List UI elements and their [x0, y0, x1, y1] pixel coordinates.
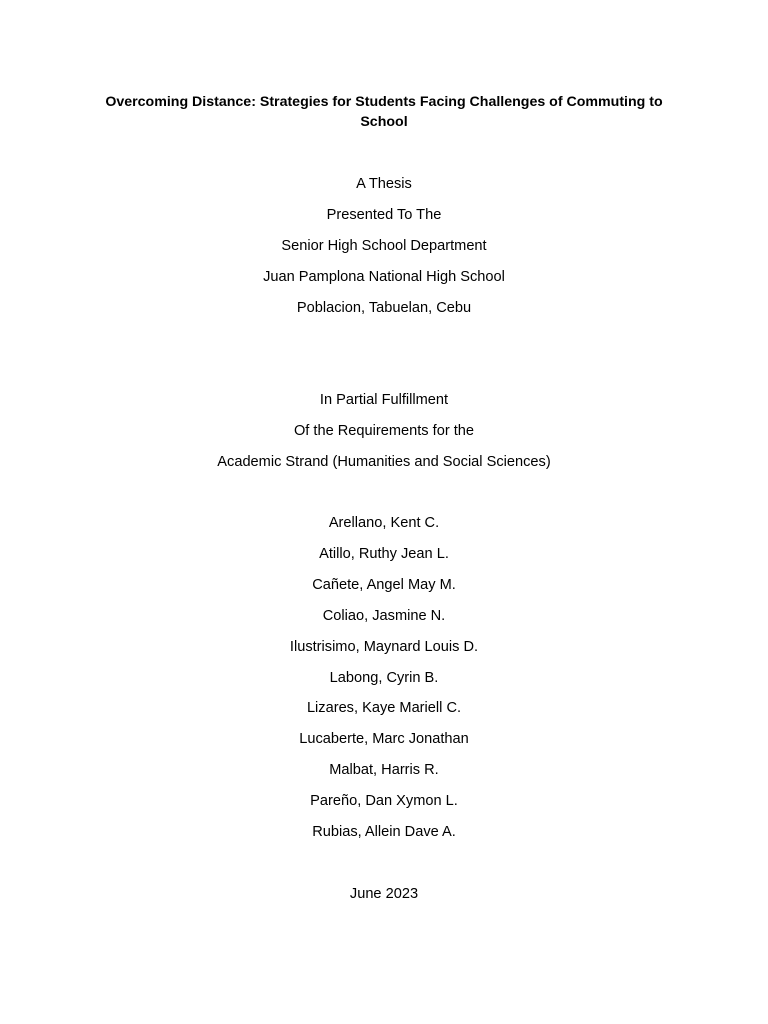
author-name: Arellano, Kent C.	[328, 515, 440, 531]
author-name: Cañete, Angel May M.	[312, 577, 456, 593]
author-name: Coliao, Jasmine N.	[322, 608, 446, 624]
author-name: Atillo, Ruthy Jean L.	[319, 546, 449, 562]
strand-line: Academic Strand (Humanities and Social Sciences)	[217, 454, 551, 470]
school-name: Juan Pamplona National High School	[263, 269, 505, 285]
author-name: Rubias, Allein Dave A.	[312, 824, 456, 840]
thesis-title: Overcoming Distance: Strategies for Students Facing Challenges of Commuting to School	[105, 94, 663, 130]
thesis-label: A Thesis	[356, 176, 412, 192]
author-name: Labong, Cyrin B.	[329, 670, 439, 686]
author-name: Malbat, Harris R.	[329, 762, 439, 778]
presented-to: Presented To The	[326, 207, 442, 223]
author-name: Lucaberte, Marc Jonathan	[299, 731, 469, 747]
author-name: Ilustrisimo, Maynard Louis D.	[289, 639, 479, 655]
fulfillment-line: In Partial Fulfillment	[319, 392, 449, 408]
author-name: Pareño, Dan Xymon L.	[310, 793, 458, 809]
school-location: Poblacion, Tabuelan, Cebu	[296, 300, 472, 316]
submission-date: June 2023	[349, 886, 419, 902]
department: Senior High School Department	[281, 238, 487, 254]
requirements-line: Of the Requirements for the	[293, 423, 475, 439]
author-name: Lizares, Kaye Mariell C.	[306, 700, 462, 716]
